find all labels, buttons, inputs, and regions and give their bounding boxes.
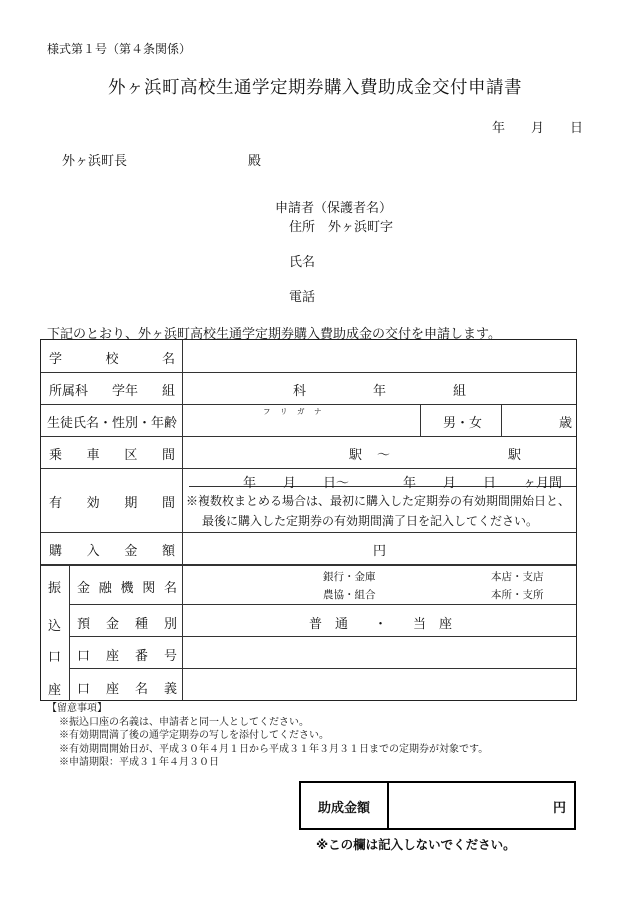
- applicant-address-value[interactable]: 外ヶ浜町字: [328, 220, 394, 235]
- gender-choice[interactable]: 男・女: [443, 416, 483, 431]
- label-account-holder: 口 座 名 義: [77, 682, 177, 697]
- date-year-label: 年: [492, 121, 506, 136]
- date-month-label: 月: [531, 121, 545, 136]
- row-divider: [69, 604, 576, 605]
- row-divider: [41, 372, 576, 373]
- applicant-phone-label: 電話: [289, 290, 316, 305]
- deposit-type-choice[interactable]: 普 通 ・ 当 座: [309, 617, 453, 632]
- grant-amount-box: [299, 781, 576, 830]
- grant-box-divider: [387, 783, 389, 828]
- note-item: ※申請期限：平成３１年４月３０日: [59, 757, 219, 769]
- account-holder-field[interactable]: [183, 669, 576, 700]
- student-name-field[interactable]: [183, 418, 420, 436]
- label-student: 生徒氏名・性別・年齢: [47, 416, 178, 431]
- row-divider: [41, 468, 576, 469]
- column-divider: [420, 404, 421, 436]
- note-item: ※有効期間開始日が、平成３０年４月１日から平成３１年３月３１日までの定期券が対象です。: [59, 743, 489, 755]
- note-item: ※有効期間満了後の通学定期券の写しを添付してください。: [59, 730, 329, 742]
- label-department: 所属科 学年 組: [49, 384, 175, 399]
- row-divider: [41, 404, 576, 405]
- dept-nen: 年: [373, 384, 387, 399]
- label-valid-period: 有 効 期 間: [49, 496, 175, 511]
- school-name-field[interactable]: [183, 340, 576, 372]
- label-deposit-type: 預 金 種 別: [77, 617, 177, 632]
- row-divider: [41, 436, 576, 437]
- dept-ka: 科: [293, 384, 307, 399]
- label-transfer-1: 振: [48, 581, 62, 596]
- account-number-field[interactable]: [183, 637, 576, 668]
- label-account-number: 口 座 番 号: [77, 649, 177, 664]
- period-start-day: 日～: [323, 476, 350, 491]
- application-table: [40, 339, 577, 701]
- form-number: 様式第１号（第４条関係）: [47, 42, 192, 56]
- applicant-heading: 申請者（保護者名）: [275, 201, 393, 216]
- grant-do-not-fill-note: ※この欄は記入しないでください。: [316, 837, 516, 852]
- note-item: ※振込口座の名義は、申請者と同一人としてください。: [59, 716, 309, 728]
- label-bank-name: 金 融 機 関 名: [77, 581, 177, 596]
- furigana-label: フ リ ガ ナ: [263, 407, 323, 416]
- label-transfer-4: 座: [48, 683, 62, 698]
- applicant-name-label: 氏名: [289, 255, 316, 270]
- application-intro: 下記のとおり、外ヶ浜町高校生通学定期券購入費助成金の交付を申請します。: [47, 327, 501, 342]
- bank-type-1: 銀行・金庫: [323, 571, 376, 583]
- column-divider: [69, 565, 70, 700]
- addressee-mayor: 外ヶ浜町長: [62, 154, 128, 169]
- branch-type-1: 本店・支店: [491, 571, 544, 583]
- form-title: 外ヶ浜町高校生通学定期券購入費助成金交付申請書: [108, 78, 522, 98]
- notes-section: [47, 702, 488, 770]
- ride-to-station: 駅: [508, 448, 522, 463]
- period-months: ヶ月間: [523, 476, 563, 491]
- applicant-address-label: 住所: [289, 220, 316, 235]
- label-purchase-amount: 購 入 金 額: [49, 544, 175, 559]
- column-divider: [501, 404, 502, 436]
- period-start-month: 月: [283, 476, 297, 491]
- row-divider: [41, 532, 576, 533]
- ride-from-station: 駅: [349, 448, 363, 463]
- age-unit: 歳: [559, 416, 573, 431]
- date-day-label: 日: [570, 121, 584, 136]
- period-note-1: ※複数枚まとめる場合は、最初に購入した定期券の有効期間開始日と、: [186, 494, 571, 508]
- grant-yen-unit: 円: [552, 801, 566, 816]
- bank-type-2: 農協・組合: [323, 589, 376, 601]
- notes-heading: 【留意事項】: [47, 703, 107, 714]
- amount-yen-unit: 円: [373, 544, 387, 559]
- label-school-name: 学 校 名: [49, 352, 175, 367]
- branch-type-2: 本所・支所: [491, 589, 544, 601]
- period-end-month: 月: [443, 476, 457, 491]
- ride-tilde: ～: [377, 448, 391, 463]
- period-note-2: 最後に購入した定期券の有効期間満了日を記入してください。: [202, 514, 539, 528]
- grant-amount-label: 助成金額: [317, 801, 370, 816]
- row-divider: [41, 565, 576, 566]
- period-start-year: 年: [243, 476, 257, 491]
- label-transfer-2: 込: [48, 619, 62, 634]
- period-end-year: 年: [403, 476, 417, 491]
- period-end-day: 日: [483, 476, 497, 491]
- label-ride-section: 乗 車 区 間: [49, 448, 175, 463]
- dept-kumi: 組: [453, 384, 467, 399]
- addressee-honorific: 殿: [248, 154, 262, 169]
- label-transfer-3: 口: [48, 650, 62, 665]
